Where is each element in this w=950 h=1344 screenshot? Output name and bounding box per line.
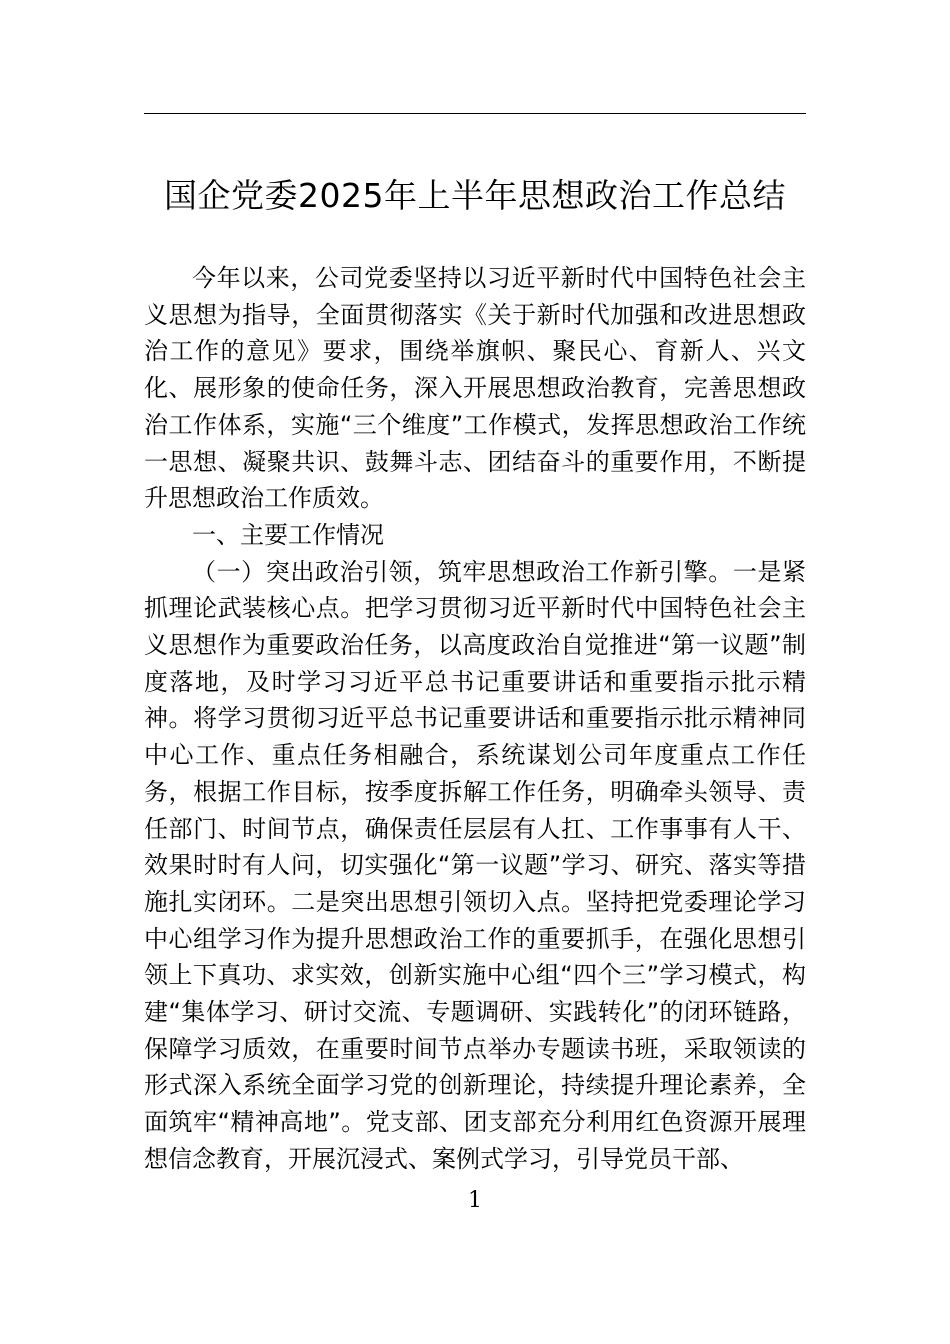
document-body (144, 260, 806, 1178)
intro-paragraph: 今年以来，公司党委坚持以习近平新时代中国特色社会主义思想为指导，全面贯彻落实《关于新时代加强和改进思想政治工作的意见》要求，围绕举旗帜、聚民心、育新人、兴文化、展形象的使命任务，深入开展思想政治教育，完善思想政治工作体系，实施“三个维度”工作模式，发挥思想政治工作统一思想、凝聚共识、鼓舞斗志、团结奋斗的重要作用，不断提升思想政治工作质效。 (144, 264, 806, 513)
section-paragraph: （一）突出政治引领，筑牢思想政治工作新引擎。一是紧抓理论武装核心点。把学习贯彻习近平新时代中国特色社会主义思想作为重要政治任务，以高度政治自觉推进“第一议题”制度落地，及时学习习近平总书记重要讲话和重要指示批示精神。将学习贯彻习近平总书记重要讲话和重要指示批示精神同中心工作、重点任务相融合，系统谋划公司年度重点工作任务，根据工作目标，按季度拆解工作任务，明确牵头领导、责任部门、时间节点，确保责任层层有人扛、工作事事有人干、效果时时有人问，切实强化“第一议题”学习、研究、落实等措施扎实闭环。二是突出思想引领切入点。坚持把党委理论学习中心组学习作为提升思想政治工作的重要抓手，在强化思想引领上下真功、求实效，创新实施中心组“四个三”学习模式，构建“集体学习、研讨交流、专题调研、实践转化”的闭环链路，保障学习质效，在重要时间节点举办专题读书班，采取领读的形式深入系统全面学习党的创新理论，持续提升理论素养，全面筑牢“精神高地”。党支部、团支部充分利用红色资源开展理想信念教育，开展沉浸式、案例式学习，引导党员干部、 (144, 557, 806, 1173)
document-title: 国企党委2025年上半年思想政治工作总结 (164, 176, 786, 215)
header-rule (144, 113, 806, 114)
page-number: 1 (468, 1188, 482, 1213)
section-heading: 一、主要工作情况 (192, 520, 384, 549)
